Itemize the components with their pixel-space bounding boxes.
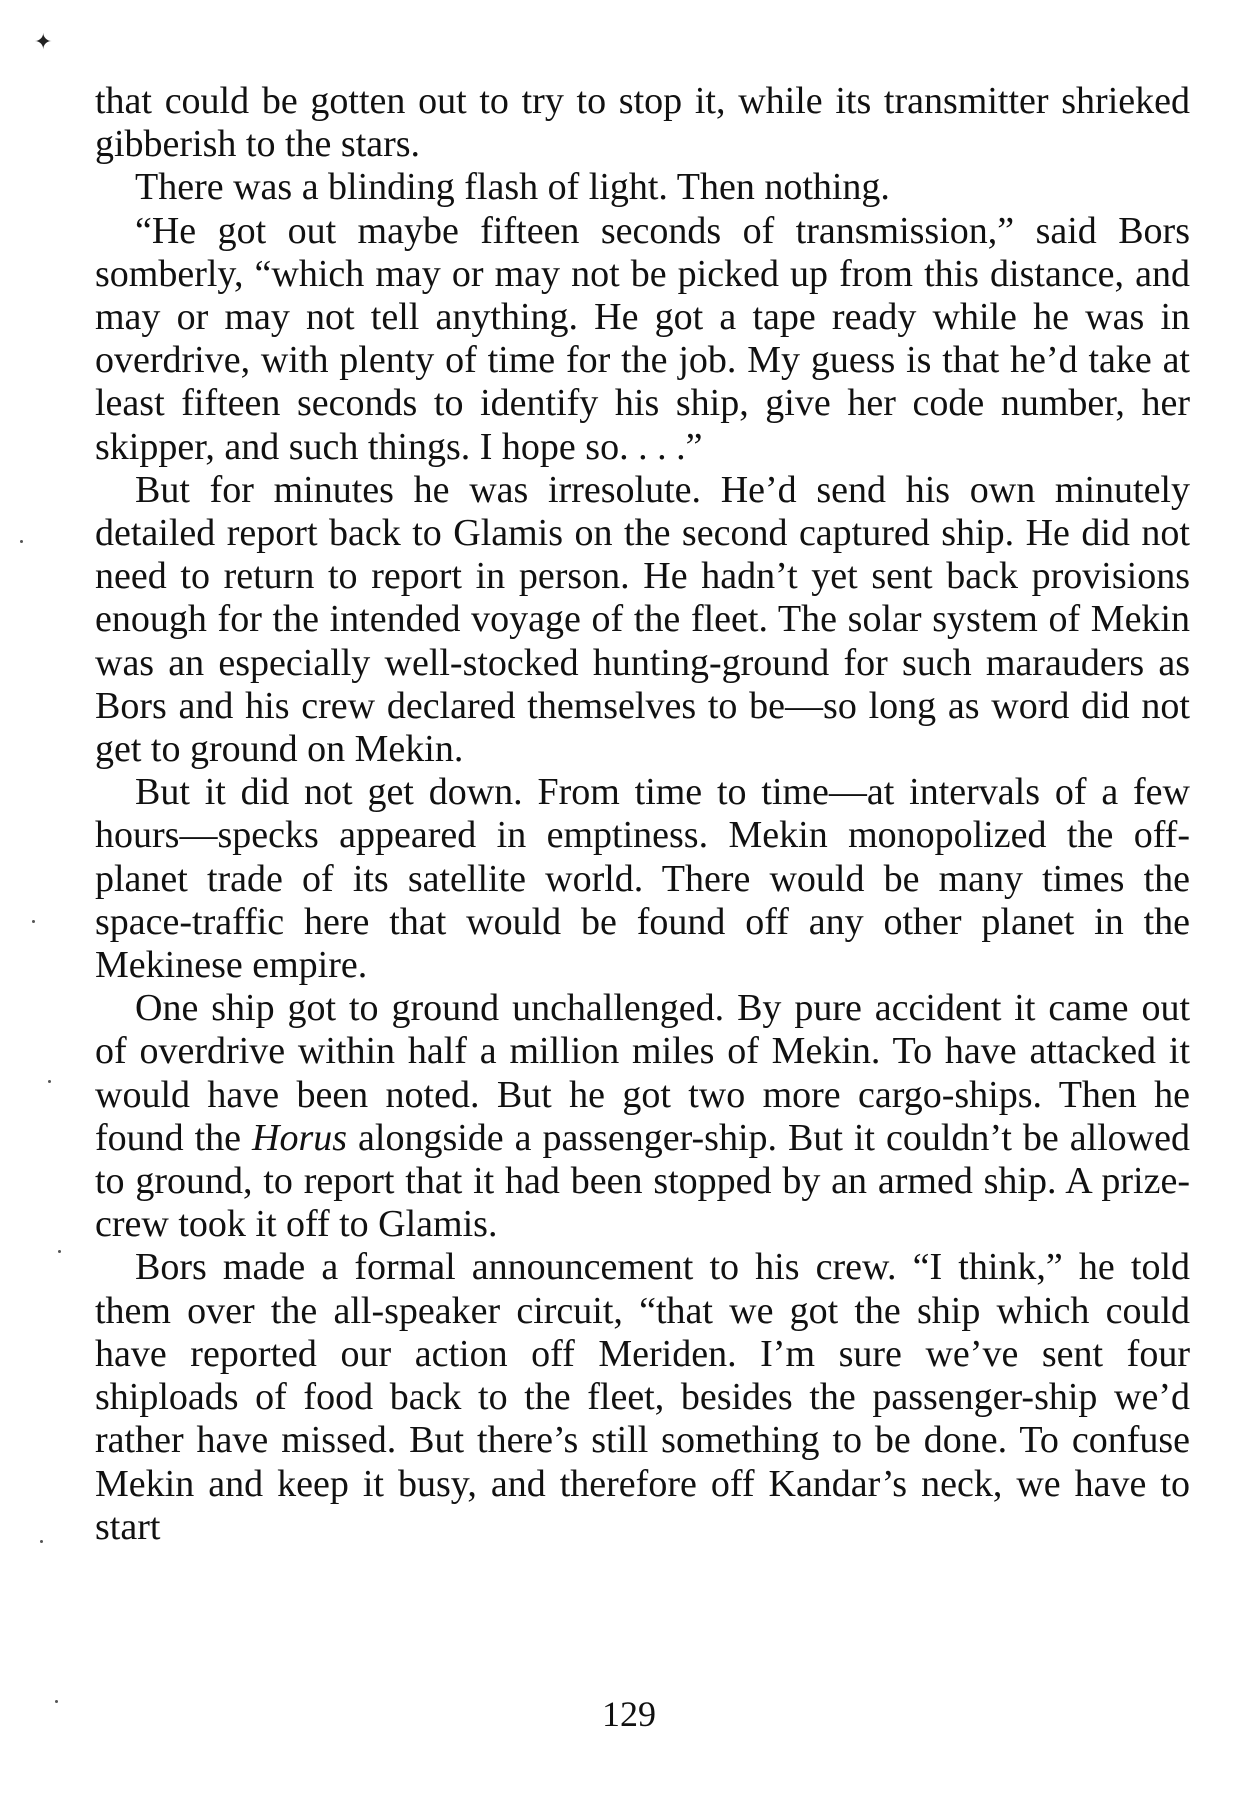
scan-speck (55, 1700, 58, 1703)
page-number: 129 (602, 1694, 656, 1734)
paragraph-3: “He got out maybe fifteen seconds of transmission,” said Bors somberly, “which may or may not be picked up from this distance, and may or may not tell anything. He got a tape ready while he was in overdrive, with plenty of time for the job. My guess is that he’d take at least fifteen seconds to identify his ship, give her code number, her skipper, and such things. I hope so. . . .” (95, 209, 1190, 468)
corner-ink-mark: ✦ (34, 30, 53, 55)
scan-speck (20, 540, 23, 543)
scan-speck (48, 1080, 51, 1083)
body-text (95, 80, 1190, 1549)
paragraph-5: But it did not get down. From time to time—at intervals of a few hours—specks appeared in emptiness. Mekin monopolized the off-planet trade of its satellite world. There would be many times the space-traffic here that would be found off any other planet in the Mekinese empire. (95, 771, 1190, 987)
paragraph-6-text: One ship got to ground unchallenged. By pure accident it came out of overdrive within half a million miles of Mekin. To have attacked it would have been noted. But he got two more cargo-ships. Then he found the Horus alongside a passenger-ship. But it couldn’t be allowed to ground, to report that it had been stopped by an armed ship. A prize-crew took it off to Glamis. (95, 987, 1190, 1246)
paragraph-2: There was a blinding flash of light. Then nothing. (135, 166, 890, 209)
scan-speck (32, 920, 35, 923)
scan-speck (58, 1250, 61, 1253)
scan-speck (40, 1540, 43, 1543)
paragraph-4: But for minutes he was irresolute. He’d send his own minutely detailed report back to Glamis on the second captured ship. He did not need to return to report in person. He hadn’t yet sent back provisions enough for the intended voyage of the fleet. The solar system of Mekin was an especially well-stocked hunting-ground for such marauders as Bors and his crew declared themselves to be—so long as word did not get to ground on Mekin. (95, 468, 1190, 771)
paragraph-6 (95, 987, 1190, 1246)
paragraph-1: that could be gotten out to try to stop it, while its transmitter shrieked gibberish to the stars. (95, 80, 1190, 166)
paragraph-7: Bors made a formal announcement to his crew. “I think,” he told them over the all-speaker circuit, “that we got the ship which could have reported our action off Meriden. I’m sure we’ve sent four shiploads of food back to the fleet, besides the passenger-ship we’d rather have missed. But there’s still something to be done. To confuse Mekin and keep it busy, and therefore off Kandar’s neck, we have to start (95, 1246, 1190, 1548)
ship-name-italic: Horus (252, 1116, 348, 1159)
